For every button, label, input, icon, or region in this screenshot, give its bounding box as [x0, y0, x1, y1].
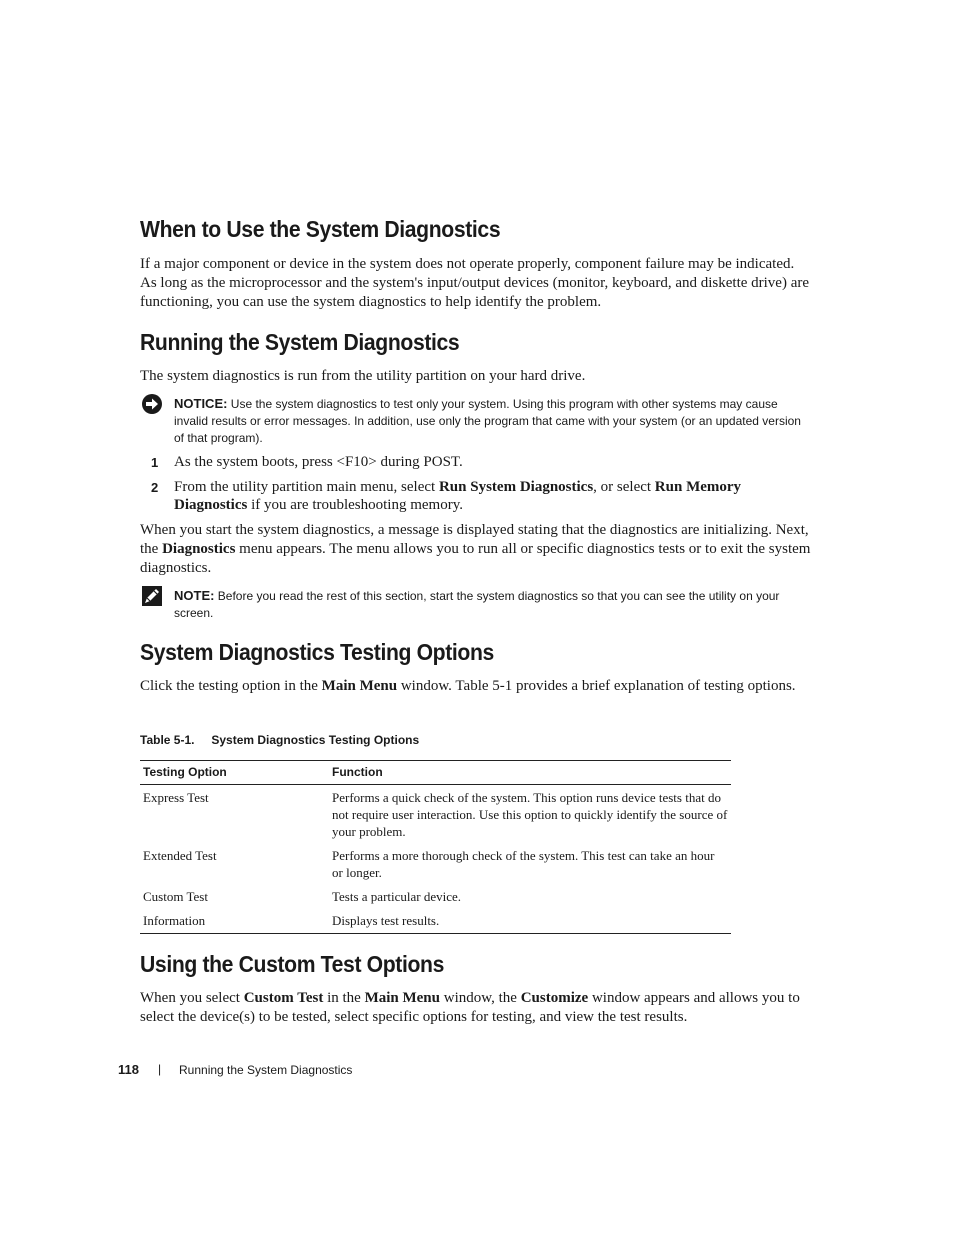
custom-post: window appears and allows you to select the device(s) to be tested, select specific options for testing, and view the test results.: [140, 990, 800, 1025]
notice-body: Use the system diagnostics to test only your system. Using this program with other systems may cause invalid results or error messages. In addition, use only the program that came with your system (or an updated version of that program).: [174, 397, 801, 445]
main-menu-term: Main Menu: [364, 990, 440, 1006]
customize-term: Customize: [520, 990, 589, 1006]
paragraph-running-start: [140, 521, 812, 578]
step-1-number: 1: [151, 455, 159, 470]
table-cell-option: Extended Test: [143, 848, 217, 863]
run-system-diagnostics-term: Run System Diagnostics: [438, 479, 594, 495]
footer-separator: |: [158, 1062, 162, 1076]
table-caption-title: System Diagnostics Testing Options: [211, 733, 420, 747]
notice-text: [174, 395, 814, 447]
custom-mid2: window, the: [440, 990, 521, 1006]
options-post: window. Table 5-1 provides a brief explanation of testing options.: [397, 678, 796, 694]
table-header-row: [140, 761, 731, 785]
table-cell-function: Displays test results.: [329, 909, 731, 934]
paragraph-when-to-use: If a major component or device in the system does not operate properly, component failure may be indicated. As long as the microprocessor and the system's input/output devices (monitor, keyboard, and diskette drive) are functioning, you can use the system diagnostics to help identify the problem.: [140, 256, 810, 310]
page-footer: [118, 1062, 353, 1077]
notice-arrow-icon: [140, 393, 166, 415]
custom-test-term: Custom Test: [243, 990, 324, 1006]
heading-custom-test: Using the Custom Test Options: [140, 951, 445, 977]
note-label: NOTE:: [174, 588, 215, 603]
main-menu-term: Main Menu: [321, 678, 398, 694]
page-number: 118: [118, 1062, 139, 1077]
note-text: [174, 587, 814, 622]
paragraph-testing-options: [140, 677, 812, 696]
table-cell-option: Information: [140, 909, 329, 934]
step-2-pre: From the utility partition main menu, select: [174, 479, 439, 495]
table-caption-label: Table 5-1.: [140, 733, 195, 747]
heading-testing-options: System Diagnostics Testing Options: [140, 639, 494, 665]
table-cell-function: Performs a quick check of the system. This option runs device tests that do not require user interaction. Use this option to quickly identify the source of your problem.: [332, 790, 728, 839]
testing-options-table: [140, 760, 731, 934]
table-row: [140, 885, 731, 909]
diagnostics-term: Diagnostics: [162, 541, 236, 557]
running-p2-post: menu appears. The menu allows you to run all or specific diagnostics tests or to exit the system diagnostics.: [140, 541, 811, 576]
step-2-mid: , or select: [593, 479, 655, 495]
custom-mid1: in the: [323, 990, 365, 1006]
table-cell-function: Performs a more thorough check of the system. This test can take an hour or longer.: [332, 848, 715, 880]
table-cell-option: Custom Test: [143, 889, 208, 904]
options-pre: Click the testing option in the: [140, 678, 322, 694]
step-2-text: [174, 478, 794, 514]
heading-running: Running the System Diagnostics: [140, 329, 460, 355]
table-row: [140, 909, 731, 934]
step-1-text: As the system boots, press <F10> during POST.: [174, 454, 463, 470]
note-pencil-icon: [140, 585, 166, 607]
custom-pre: When you select: [140, 990, 244, 1006]
running-p2-pre: When you start the system diagnostics, a message is displayed stating that the diagnostics are initializing. Next, the: [140, 522, 809, 557]
step-2-number: 2: [151, 480, 159, 495]
table-row: [140, 844, 731, 885]
table-cell-option: Express Test: [143, 790, 209, 805]
column-header-function: Function: [329, 761, 731, 785]
table-cell-function: Tests a particular device.: [332, 889, 462, 904]
heading-when-to-use: When to Use the System Diagnostics: [140, 216, 501, 242]
notice-label: NOTICE:: [174, 396, 228, 411]
paragraph-custom-test: [140, 989, 812, 1027]
step-2-post: if you are troubleshooting memory.: [247, 497, 463, 513]
footer-chapter-title: Running the System Diagnostics: [179, 1063, 353, 1077]
column-header-testing-option: Testing Option: [140, 761, 329, 785]
table-row: [140, 785, 731, 845]
note-body: Before you read the rest of this section, start the system diagnostics so that you can see the utility on your screen.: [174, 589, 780, 620]
table-caption: [140, 733, 419, 747]
run-memory-diagnostics-term: Run Memory Diagnostics: [174, 479, 742, 513]
paragraph-running-intro: The system diagnostics is run from the utility partition on your hard drive.: [140, 368, 586, 384]
